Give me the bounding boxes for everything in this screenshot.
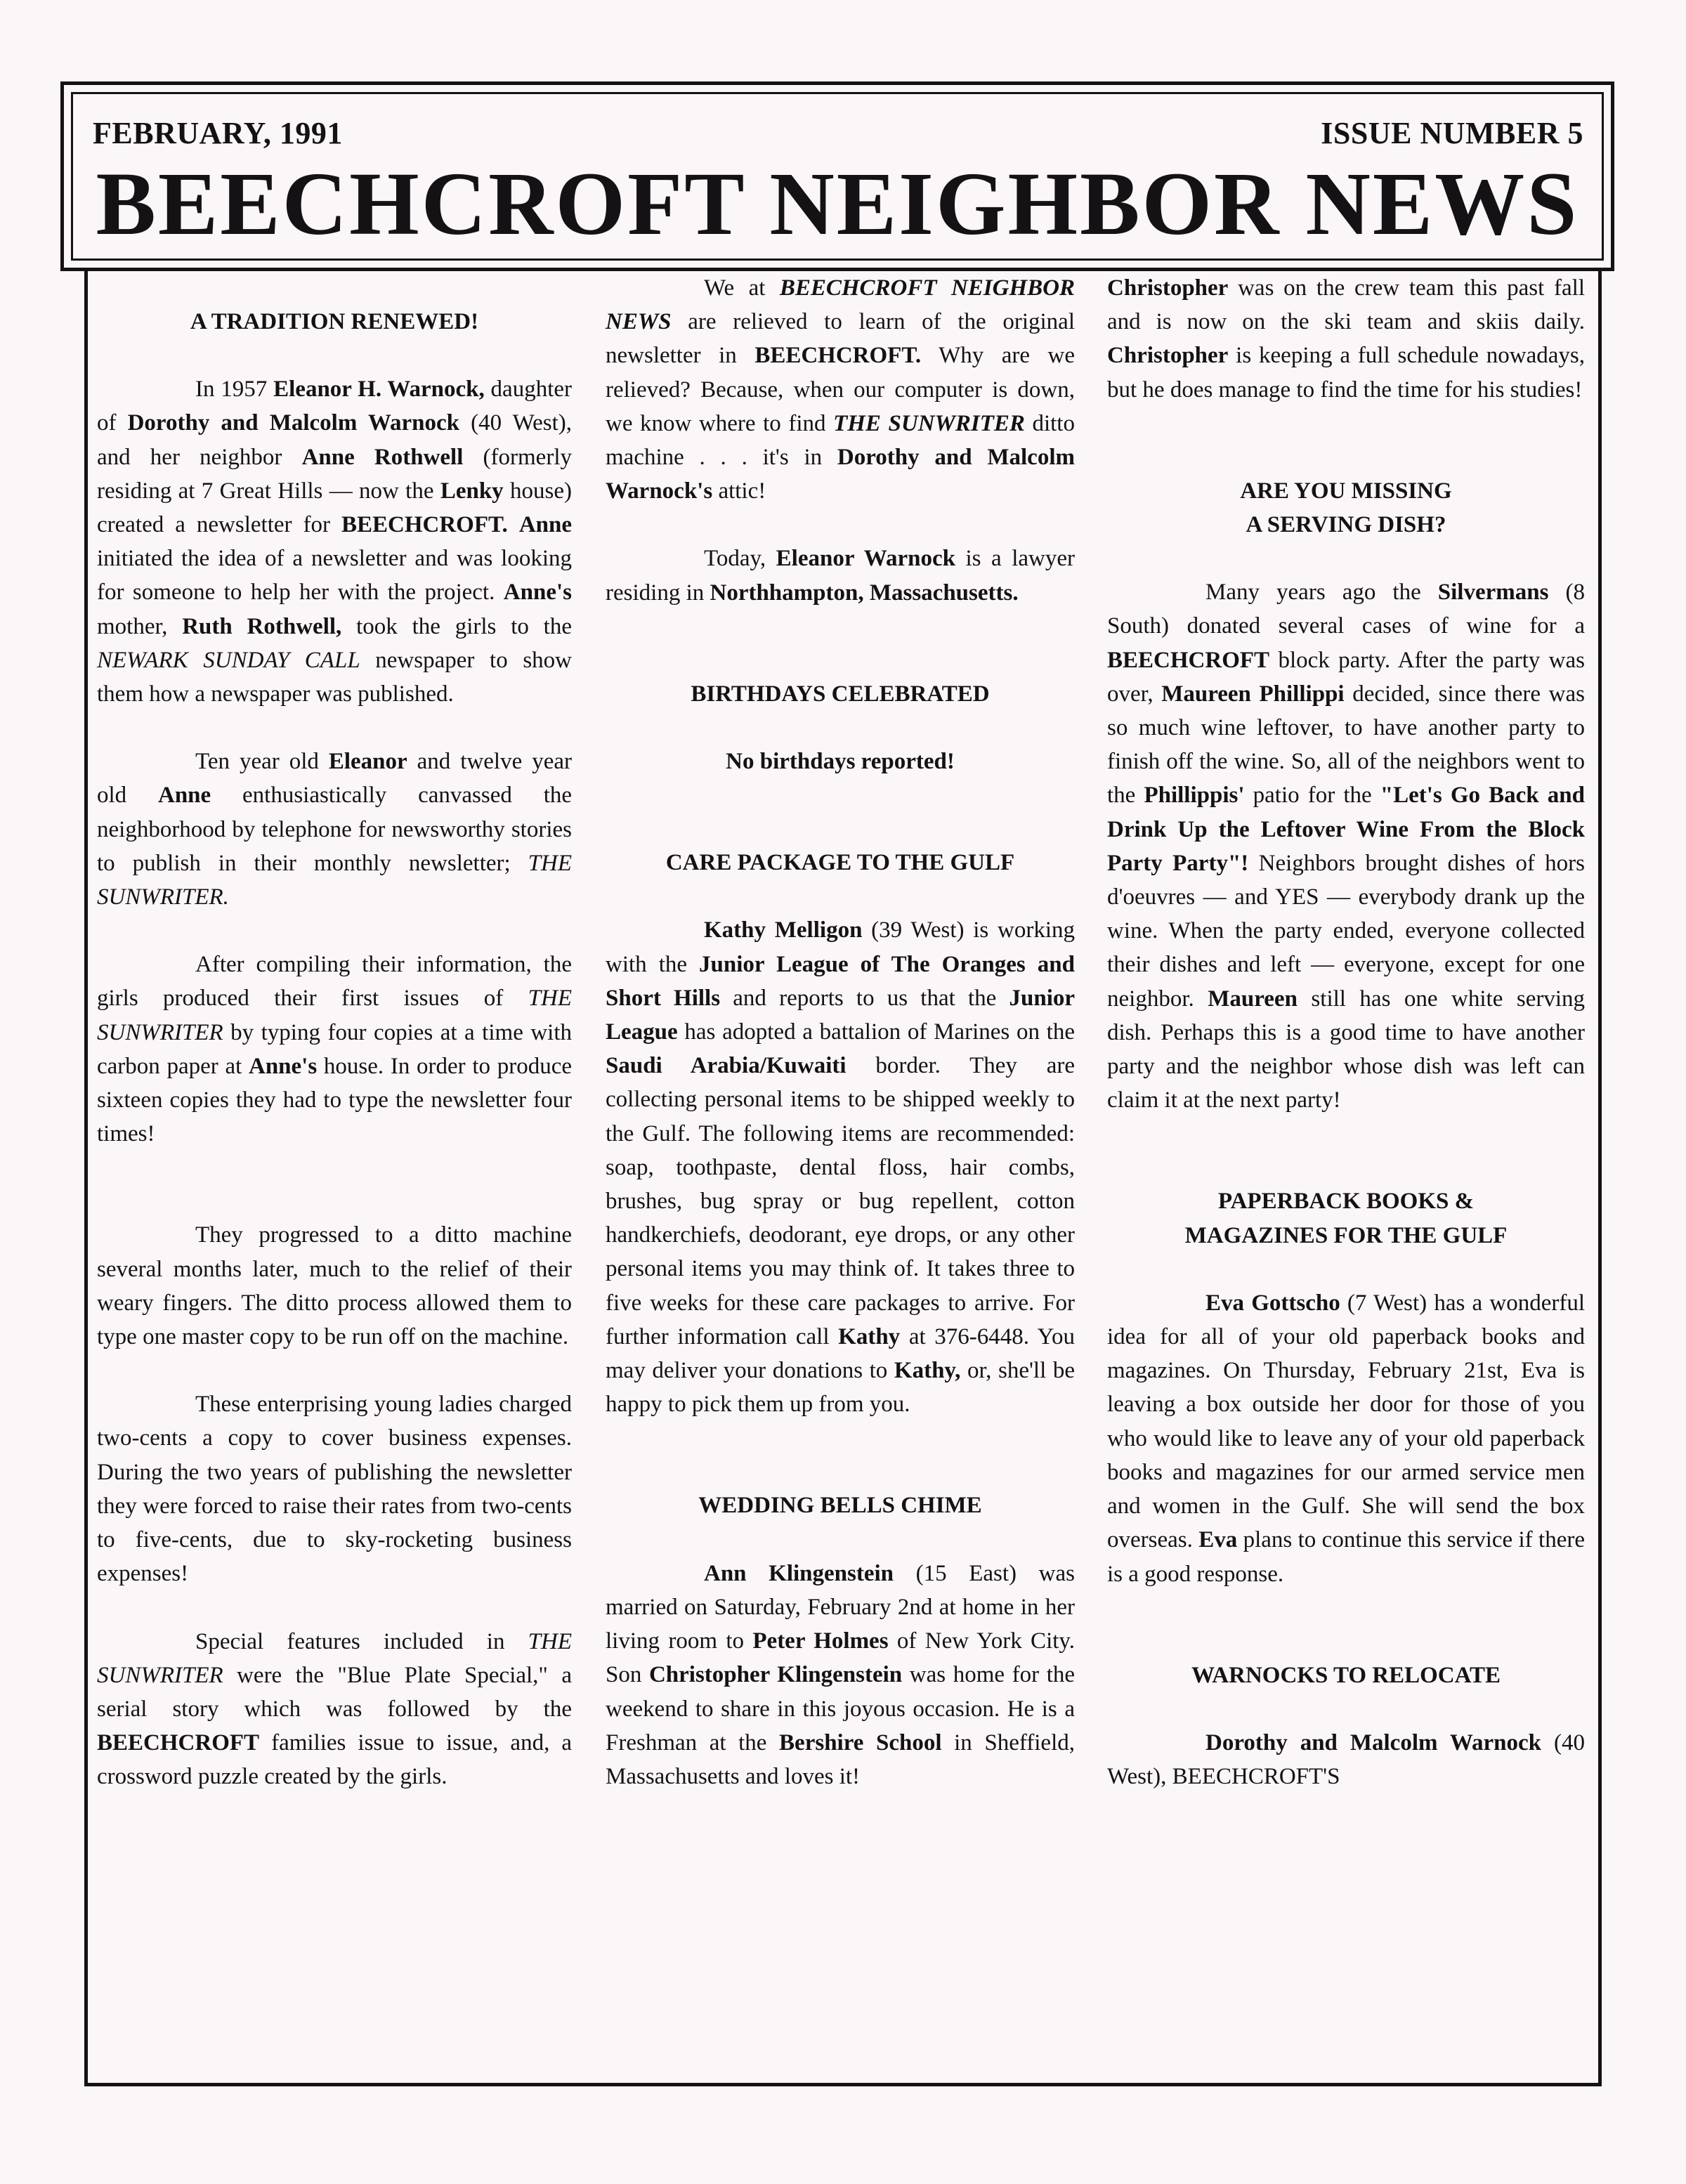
article-relieved-p2: Today, Eleanor Warnock is a lawyer residing in Northhampton, Massachusetts. (606, 546, 1075, 606)
column-1 (97, 271, 572, 1794)
article-relieved-p1: We at BEECHCROFT NEIGHBOR NEWS are relieved to learn of the original newsletter in BEECHCROFT. Why are we relieved? Because, when our computer is down, we know where to find THE SUNWRITER ditto machine . . . it's in Dorothy and Malcolm Warnock's attic! (606, 275, 1076, 504)
article-tradition-p6: Special features included in THE SUNWRITER were the "Blue Plate Special," a serial story which was followed by the BEECHCROFT families issue to issue, and, a crossword puzzle created by the girls. (97, 1628, 572, 1790)
article-tradition-p1: In 1957 Eleanor H. Warnock, daughter of Dorothy and Malcolm Warnock (40 West), and her neighbor Anne Rothwell (formerly residing at 7 Great Hills — now the Lenky house) created a newsletter for BEECHCROFT. Anne initiated the idea of a newsletter and was looking for someone to help her with the project. Anne's mother, Ruth Rothwell, took the girls to the NEWARK SUNDAY CALL newspaper to show them how a newspaper was published. (97, 377, 572, 707)
article-tradition-p2: Ten year old Eleanor and twelve year old Anne enthusiastically canvassed the neighborhood by telephone for newsworthy stories to publish in their monthly newsletter; THE SUNWRITER. (97, 749, 573, 910)
heading-paperback-1: PAPERBACK BOOKS & (1217, 1189, 1475, 1215)
column-3 (1107, 271, 1585, 1793)
article-wedding: Ann Klingenstein (15 East) was married on Saturday, February 2nd at home in her living room to Peter Holmes of New York City. Son Christopher Klingenstein was home for the weekend to share in this joyous occasion. He is a Freshman at the Bershire School in Sheffield, Massachusetts and loves it! (606, 1560, 1076, 1789)
article-care-package: Kathy Melligon (39 West) is working with the Junior League of The Oranges and Short Hills and reports to us that the Junior League has adopted a battalion of Marines on the Saudi Arabia/Kuwaiti border. They are collecting personal items to be shipped weekly to the Gulf. The following items are recommended: soap, toothpaste, dental floss, hair combs, brushes, bug spray or bug repellent, cotton handkerchiefs, deodorant, eye drops, or any other personal items you may think of. It takes three to five weeks for these care packages to arrive. For further information call Kathy at 376-6448. You may deliver your donations to Kathy, or, she'll be happy to pick them up from you. (606, 917, 1076, 1418)
heading-serving-dish-2: A SERVING DISH? (1246, 512, 1446, 538)
heading-wedding: WEDDING BELLS CHIME (698, 1493, 982, 1519)
article-christopher-cont: Christopher was on the crew team this past fall and is now on the ski team and skiis daily. Christopher is keeping a full schedule nowadays, but he does manage to find the time for his studies! (1107, 275, 1585, 403)
masthead-inner-border (71, 92, 1604, 261)
masthead (60, 81, 1614, 271)
heading-birthdays: BIRTHDAYS CELEBRATED (691, 681, 990, 707)
article-tradition-p4: They progressed to a ditto machine several months later, much to the relief of their weary fingers. The ditto process allowed them to type one master copy to be run off on the machine. (97, 1222, 572, 1350)
article-warnocks-relocate: Dorothy and Malcolm Warnock (40 West), BEECHCROFT'S (1107, 1729, 1585, 1790)
article-paperback: Eva Gottscho (7 West) has a wonderful idea for all of your old paperback books and magazines. On Thursday, February 21st, Eva is leaving a box outside her door for those of you who would like to leave any of your old paperback books and magazines for our armed service men and women in the Gulf. She will send the box overseas. Eva plans to continue this service if there is a good response. (1107, 1290, 1585, 1587)
issue-number: ISSUE NUMBER 5 (1321, 116, 1583, 150)
heading-tradition-renewed: A TRADITION RENEWED! (190, 309, 479, 334)
heading-care-package: CARE PACKAGE TO THE GULF (665, 850, 1015, 876)
article-tradition-p5: These enterprising young ladies charged two-cents a copy to cover business expenses. During the two years of publishing the newsletter they were forced to raise their rates from two-cents to five-cents, due to sky-rocketing business expenses! (97, 1392, 572, 1587)
birthdays-text: No birthdays reported! (726, 749, 955, 775)
issue-date: FEBRUARY, 1991 (93, 116, 343, 150)
article-tradition-p3: After compiling their information, the girls produced their first issues of THE SUNWRITER by typing four copies at a time with carbon paper at Anne's house. In order to produce sixteen copies they had to type the newsletter four times! (97, 952, 572, 1147)
article-serving-dish: Many years ago the Silvermans (8 South) donated several cases of wine for a BEECHCROFT block party. After the party was over, Maureen Phillippi decided, since there was so much wine leftover, to have another party to finish off the wine. So, all of the neighbors went to the Phillippis' patio for the "Let's Go Back and Drink Up the Leftover Wine From the Block Party Party"! Neighbors brought dishes of hors d'oeuvres — and YES — everybody drank up the wine. When the party ended, everyone collected their dishes and left — everyone, except for one neighbor. Maureen still has one white serving dish. Perhaps this is a good time to have another party and the neighbor whose dish was left can claim it at the next party! (1107, 580, 1586, 1113)
heading-paperback-2: MAGAZINES FOR THE GULF (1184, 1222, 1508, 1248)
column-2 (606, 271, 1075, 1793)
heading-serving-dish-1: ARE YOU MISSING (1240, 478, 1452, 504)
newsletter-title: BEECHCROFT NEIGHBOR NEWS (96, 154, 1579, 254)
heading-warnocks-relocate: WARNOCKS TO RELOCATE (1191, 1662, 1501, 1688)
